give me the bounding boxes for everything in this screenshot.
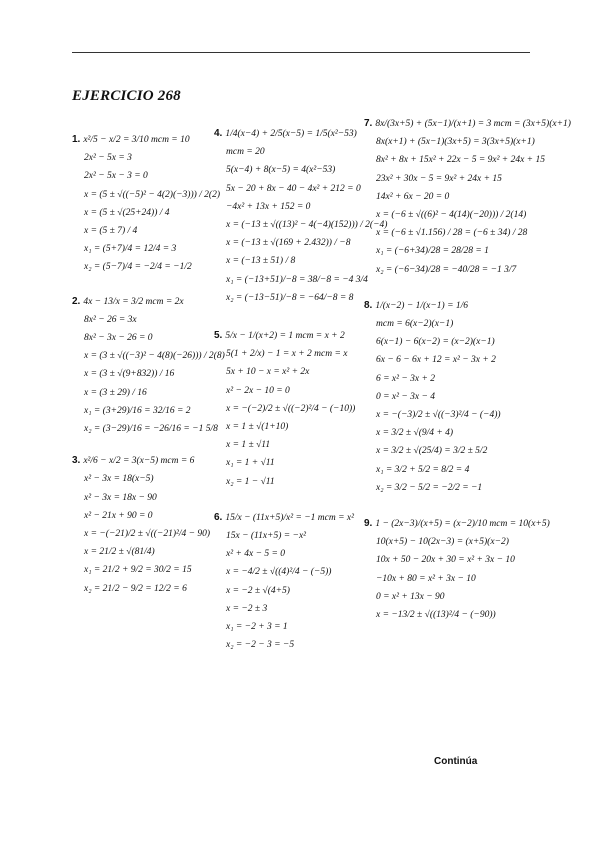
equation-text: x = −13/2 ± √((13)²/4 − (−90)) bbox=[376, 610, 496, 621]
column-middle bbox=[214, 128, 388, 658]
continua-label: Continúa bbox=[434, 756, 478, 767]
equation-line bbox=[364, 537, 534, 548]
equation-text: 8x/(3x+5) + (5x−1)/(x+1) = 3 mcm = (3x+5)(x+1) bbox=[375, 119, 571, 129]
equation-line bbox=[214, 586, 364, 597]
equation-text: x = (−13 ± √((13)² − 4(−4)(152))) / 2(−4) bbox=[226, 220, 388, 231]
equation-text: x = 3/2 ± √(9/4 + 4) bbox=[376, 428, 454, 439]
equation-line bbox=[214, 184, 364, 195]
exercise-number: 1. bbox=[72, 134, 81, 145]
equation-text: 8x(x+1) + (5x−1)(3x+5) = 3(3x+5)(x+1) bbox=[376, 137, 535, 148]
equation-line bbox=[72, 424, 218, 435]
exercise-7 bbox=[364, 118, 571, 276]
equation-text: x₂ = (5−7)/4 = −2/4 = −1/2 bbox=[84, 262, 192, 273]
equation-line bbox=[214, 330, 364, 342]
equation-line bbox=[72, 296, 202, 308]
equation-line bbox=[364, 319, 534, 330]
equation-line bbox=[72, 547, 202, 558]
equation-text: x = (5 ± √(25+24)) / 4 bbox=[84, 207, 170, 218]
column-right bbox=[364, 118, 571, 628]
equation-text: x₁ = (3+29)/16 = 32/16 = 2 bbox=[84, 405, 191, 416]
equation-text: x = −(−2)/2 ± √((−2)²/4 − (−10)) bbox=[226, 403, 356, 414]
equation-line bbox=[364, 428, 534, 439]
equation-text: −10x + 80 = x² + 3x − 10 bbox=[376, 573, 476, 584]
equation-text: x₁ = 1 + √11 bbox=[226, 458, 275, 469]
equation-line bbox=[214, 440, 364, 451]
equation-text: x = (−6 ± √((6)² − 4(14)(−20))) / 2(14) bbox=[376, 210, 527, 221]
exercise-5 bbox=[214, 330, 364, 488]
equation-text: 5/x − 1/(x+2) = 1 mcm = x + 2 bbox=[225, 331, 345, 342]
equation-line bbox=[214, 386, 364, 397]
exercise-8 bbox=[364, 300, 534, 494]
equation-line bbox=[72, 406, 202, 417]
equation-line bbox=[364, 155, 545, 166]
equation-line bbox=[72, 529, 211, 540]
equation-line bbox=[72, 388, 202, 399]
equation-line bbox=[72, 584, 202, 595]
exercise-number: 7. bbox=[364, 118, 373, 129]
equation-text: 1 − (2x−3)/(x+5) = (x−2)/10 mcm = 10(x+5) bbox=[375, 519, 550, 530]
equation-line bbox=[364, 118, 571, 130]
equation-line bbox=[72, 333, 202, 344]
equation-line bbox=[364, 574, 534, 585]
equation-text: x₂ = 3/2 − 5/2 = −2/2 = −1 bbox=[376, 482, 483, 493]
equation-text: 1/4(x−4) + 2/5(x−5) = 1/5(x²−53) bbox=[225, 129, 357, 139]
equation-text: mcm = 6(x−2)(x−1) bbox=[376, 319, 454, 330]
equation-text: x₂ = 1 − √11 bbox=[226, 476, 275, 487]
equation-line bbox=[72, 262, 202, 273]
exercise-number: 8. bbox=[364, 299, 373, 311]
equation-line bbox=[364, 137, 534, 148]
equation-line bbox=[72, 208, 202, 219]
equation-text: x₁ = −2 + 3 = 1 bbox=[226, 622, 288, 633]
equation-line bbox=[214, 458, 364, 469]
equation-line bbox=[364, 174, 534, 185]
equation-text: 5(x−4) + 8(x−5) = 4(x²−53) bbox=[226, 165, 336, 176]
exercise-3 bbox=[72, 455, 211, 595]
equation-line bbox=[214, 128, 364, 140]
equation-line bbox=[364, 592, 534, 603]
equation-line bbox=[364, 610, 534, 621]
equation-line bbox=[364, 228, 534, 239]
equation-line bbox=[72, 455, 202, 467]
equation-text: mcm = 20 bbox=[226, 147, 265, 158]
equation-line bbox=[214, 604, 364, 615]
equation-text: x₁ = (−13+51)/−8 = 38/−8 = −4 3/4 bbox=[226, 274, 368, 285]
equation-text: 5x + 10 − x = x² + 2x bbox=[226, 367, 310, 378]
equation-line bbox=[72, 315, 202, 326]
equation-text: x₁ = 21/2 + 9/2 = 30/2 = 15 bbox=[84, 565, 192, 576]
equation-text: x = −2 ± 3 bbox=[226, 603, 268, 614]
equation-line bbox=[214, 640, 364, 651]
equation-text: x = −4/2 ± √((4)²/4 − (−5)) bbox=[226, 567, 332, 578]
equation-line bbox=[72, 244, 202, 255]
equation-line bbox=[364, 192, 534, 203]
equation-line bbox=[364, 246, 534, 257]
equation-text: 0 = x² + 13x − 90 bbox=[376, 591, 445, 602]
exercise-number: 6. bbox=[214, 511, 223, 523]
equation-line bbox=[72, 369, 202, 380]
equation-text: x = 3/2 ± √(25/4) = 3/2 ± 5/2 bbox=[376, 446, 488, 457]
equation-line bbox=[214, 422, 364, 433]
equation-text: x = 1 ± √11 bbox=[226, 440, 271, 451]
equation-text: 1/(x−2) − 1/(x−1) = 1/6 bbox=[375, 300, 468, 311]
equation-text: x = (−13 ± 51) / 8 bbox=[226, 256, 296, 267]
equation-line bbox=[214, 274, 368, 286]
equation-line bbox=[364, 518, 550, 530]
exercise-number: 2. bbox=[72, 295, 81, 307]
equation-text: x = (−6 ± √1.156) / 28 = (−6 ± 34) / 28 bbox=[376, 228, 528, 239]
equation-text: 2x² − 5x = 3 bbox=[84, 153, 132, 164]
equation-line bbox=[214, 567, 364, 578]
equation-text: x₂ = (3−29)/16 = −26/16 = −1 5/8 bbox=[84, 424, 218, 435]
equation-text: x = (3 ± √((−3)² − 4(8)(−26))) / 2(8) bbox=[84, 351, 225, 362]
equation-line bbox=[214, 512, 364, 524]
equation-line bbox=[72, 474, 202, 485]
equation-line bbox=[214, 477, 364, 488]
equation-text: 4x − 13/x = 3/2 mcm = 2x bbox=[83, 296, 184, 307]
exercise-number: 9. bbox=[364, 518, 373, 530]
equation-text: 14x² + 6x − 20 = 0 bbox=[376, 191, 450, 202]
equation-line bbox=[72, 134, 202, 146]
equation-line bbox=[214, 256, 364, 267]
equation-text: x² + 4x − 5 = 0 bbox=[226, 549, 286, 560]
equation-line bbox=[364, 374, 534, 385]
equation-line bbox=[364, 410, 534, 421]
equation-text: 5x − 20 + 8x − 40 − 4x² + 212 = 0 bbox=[226, 183, 361, 194]
equation-text: 6x − 6 − 6x + 12 = x² − 3x + 2 bbox=[376, 355, 496, 366]
equation-line bbox=[364, 210, 534, 221]
equation-line bbox=[72, 565, 202, 576]
equation-text: x²/5 − x/2 = 3/10 mcm = 10 bbox=[83, 135, 190, 145]
equation-line bbox=[364, 465, 534, 476]
equation-text: x₁ = 3/2 + 5/2 = 8/2 = 4 bbox=[376, 464, 470, 475]
equation-line bbox=[214, 349, 364, 360]
equation-text: 10x + 50 − 20x + 30 = x² + 3x − 10 bbox=[376, 555, 515, 566]
equation-text: 2x² − 5x − 3 = 0 bbox=[84, 171, 148, 182]
equation-line bbox=[214, 147, 364, 158]
equation-text: −4x² + 13x + 152 = 0 bbox=[226, 201, 311, 212]
equation-text: x = 1 ± √(1+10) bbox=[226, 422, 289, 433]
equation-text: x = (−13 ± √(169 + 2.432)) / −8 bbox=[226, 238, 351, 249]
equation-text: x² − 3x = 18(x−5) bbox=[84, 474, 154, 485]
equation-text: 10(x+5) − 10(2x−3) = (x+5)(x−2) bbox=[376, 537, 509, 548]
equation-line bbox=[364, 337, 534, 348]
equation-line bbox=[214, 549, 364, 560]
equation-text: x = −2 ± √(4+5) bbox=[226, 585, 290, 596]
equation-line bbox=[364, 483, 534, 494]
page-title: EJERCICIO 268 bbox=[72, 88, 181, 104]
exercise-number: 5. bbox=[214, 330, 223, 342]
equation-text: 23x² + 30x − 5 = 9x² + 24x + 15 bbox=[376, 173, 502, 184]
equation-line bbox=[72, 153, 202, 164]
exercise-2 bbox=[72, 295, 225, 436]
equation-line bbox=[364, 555, 534, 566]
equation-text: 0 = x² − 3x − 4 bbox=[376, 391, 436, 402]
header-rule bbox=[72, 52, 530, 53]
equation-line bbox=[214, 404, 364, 415]
equation-text: x = (3 ± √(9+832)) / 16 bbox=[84, 369, 175, 380]
equation-line bbox=[214, 367, 364, 378]
equation-text: x₁ = (5+7)/4 = 12/4 = 3 bbox=[84, 244, 177, 255]
equation-text: x² − 2x − 10 = 0 bbox=[226, 385, 290, 396]
equation-text: 6 = x² − 3x + 2 bbox=[376, 373, 436, 384]
equation-text: x₂ = 21/2 − 9/2 = 12/2 = 6 bbox=[84, 583, 187, 594]
equation-text: x₂ = (−13−51)/−8 = −64/−8 = 8 bbox=[226, 292, 354, 303]
exercise-4 bbox=[214, 128, 388, 304]
equation-text: 15x − (11x+5) = −x² bbox=[226, 531, 307, 542]
exercise-1 bbox=[72, 134, 220, 274]
equation-line bbox=[72, 189, 220, 201]
equation-line bbox=[214, 622, 364, 633]
equation-text: 8x² − 3x − 26 = 0 bbox=[84, 333, 153, 344]
equation-line bbox=[72, 226, 202, 237]
equation-text: x = −(−3)/2 ± √((−3)²/4 − (−4)) bbox=[376, 410, 501, 421]
column-left bbox=[72, 134, 225, 602]
equation-text: 8x² − 26 = 3x bbox=[84, 314, 137, 325]
equation-line bbox=[364, 392, 534, 403]
exercise-number: 3. bbox=[72, 455, 81, 467]
equation-text: x₁ = (−6+34)/28 = 28/28 = 1 bbox=[376, 246, 489, 257]
equation-line bbox=[364, 446, 534, 457]
equation-line bbox=[364, 355, 534, 366]
equation-text: 5(1 + 2/x) − 1 = x + 2 mcm = x bbox=[226, 349, 348, 360]
equation-text: x = (5 ± √((−5)² − 4(2)(−3))) / 2(2) bbox=[84, 189, 220, 200]
equation-line bbox=[214, 220, 388, 231]
equation-text: x²/6 − x/2 = 3(x−5) mcm = 6 bbox=[83, 456, 195, 467]
equation-text: x₂ = (−6−34)/28 = −40/28 = −1 3/7 bbox=[376, 264, 517, 275]
equation-text: x² − 21x + 90 = 0 bbox=[84, 510, 153, 521]
equation-line bbox=[214, 531, 364, 542]
equation-line bbox=[214, 165, 364, 176]
equation-text: 6(x−1) − 6(x−2) = (x−2)(x−1) bbox=[376, 337, 495, 348]
equation-line bbox=[72, 171, 202, 182]
equation-text: x = (5 ± 7) / 4 bbox=[84, 226, 138, 237]
exercise-9 bbox=[364, 518, 550, 621]
equation-text: x = (3 ± 29) / 16 bbox=[84, 387, 147, 398]
equation-line bbox=[214, 293, 364, 304]
exercise-6 bbox=[214, 512, 364, 652]
equation-text: 15/x − (11x+5)/x² = −1 mcm = x² bbox=[225, 512, 354, 523]
equation-text: x = −(−21)/2 ± √((−21)²/4 − 90) bbox=[84, 529, 211, 540]
equation-text: x₂ = −2 − 3 = −5 bbox=[226, 640, 295, 651]
equation-line bbox=[72, 351, 225, 362]
equation-line bbox=[72, 511, 202, 522]
equation-line bbox=[364, 265, 534, 276]
equation-line bbox=[364, 300, 534, 312]
equation-text: x² − 3x = 18x − 90 bbox=[84, 492, 157, 503]
equation-text: x = 21/2 ± √(81/4) bbox=[84, 547, 155, 558]
equation-line bbox=[72, 493, 202, 504]
equation-line bbox=[214, 202, 364, 213]
equation-line bbox=[214, 238, 364, 249]
exercise-number: 4. bbox=[214, 128, 223, 139]
equation-text: 8x² + 8x + 15x² + 22x − 5 = 9x² + 24x + 15 bbox=[376, 155, 545, 166]
